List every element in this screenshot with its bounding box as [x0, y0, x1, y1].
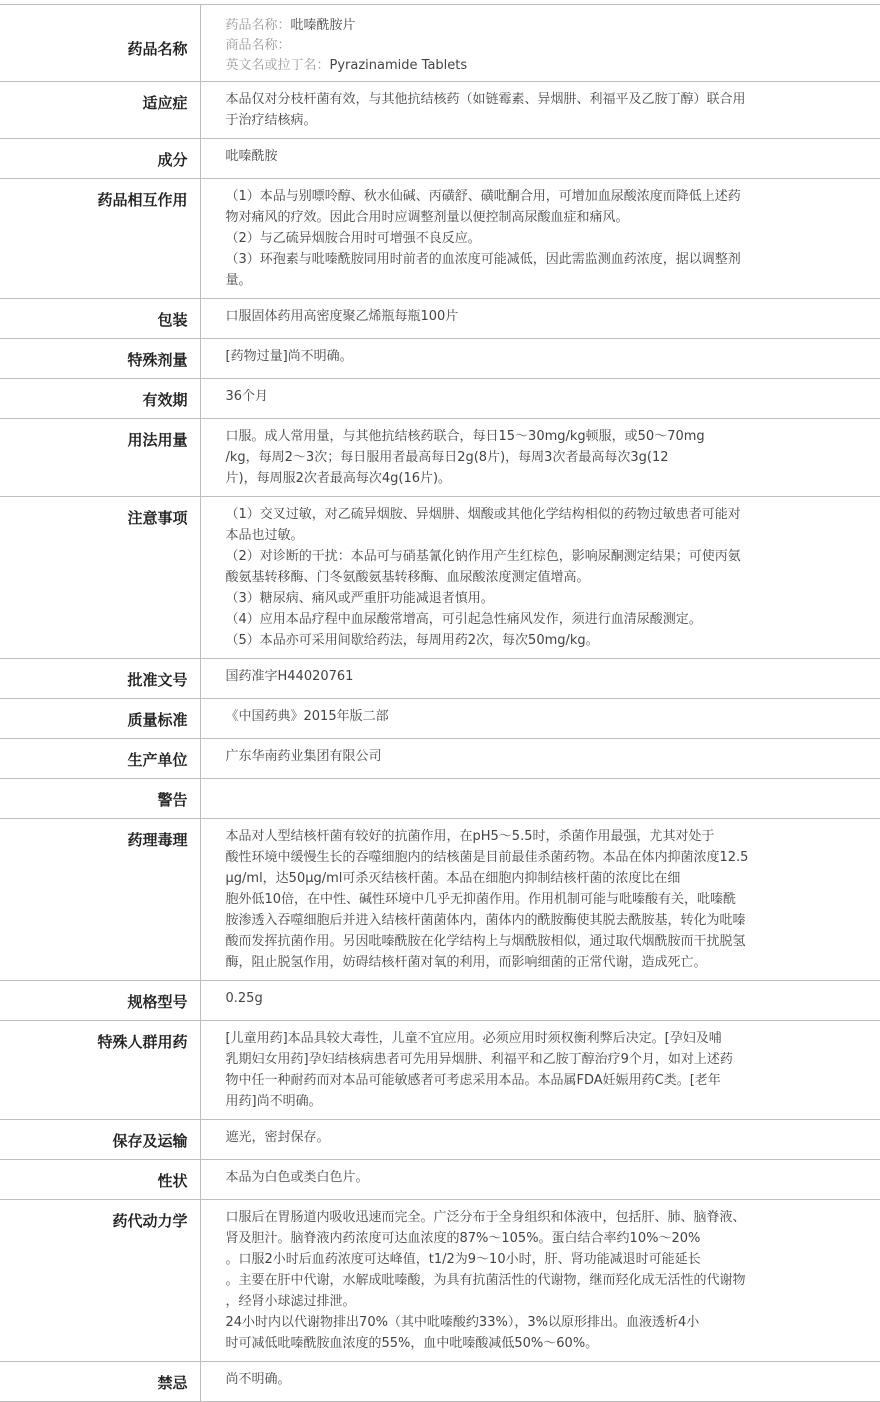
- generic-name-line: [226, 16, 797, 36]
- manufacturer-label: 生产单位: [0, 739, 200, 779]
- usage-text-line: 片)，每周服2次者最高每次4g(16片)。: [225, 471, 452, 486]
- trade-name-line: [226, 36, 797, 56]
- row-pharmacokinetics: [0, 1200, 880, 1362]
- pharmacokinetics-value: [200, 1200, 880, 1362]
- usage-text-line: /kg，每周2～3次；每日服用者最高每日2g(8片)，每周3次者最高每次3g(12: [225, 450, 669, 465]
- special-dosage-label: 特殊剂量: [0, 339, 200, 379]
- packaging-value: [200, 299, 880, 339]
- manufacturer-text-line: 广东华南药业集团有限公司: [225, 749, 382, 764]
- contraindications-label: 禁忌: [0, 1362, 200, 1402]
- precautions-text-line: 酸氨基转移酶、门冬氨酸氨基转移酶、血尿酸浓度测定值增高。: [225, 570, 590, 585]
- interactions-value: [200, 179, 880, 299]
- row-drug-name: [0, 5, 880, 82]
- interactions-text-line: （1）本品与别嘌呤醇、秋水仙碱、丙磺舒、磺吡酮合用，可增加血尿酸浓度而降低上述药: [225, 189, 741, 204]
- precautions-label: 注意事项: [0, 497, 200, 659]
- storage-value: [200, 1120, 880, 1160]
- special-dosage-value: [200, 339, 880, 379]
- english-name-value: Pyrazinamide Tablets: [329, 58, 468, 73]
- pharmacology-label: 药理毒理: [0, 819, 200, 981]
- storage-label: 保存及运输: [0, 1120, 200, 1160]
- pharmacokinetics-text-line: 。主要在肝中代谢，水解成吡嗪酸，为具有抗菌活性的代谢物，继而羟化成无活性的代谢物: [225, 1273, 746, 1288]
- row-approval-number: [0, 659, 880, 699]
- row-storage: [0, 1120, 880, 1160]
- drug-info-table: [0, 4, 880, 1402]
- special-populations-text-line: 用药]尚不明确。: [225, 1094, 322, 1109]
- precautions-text-line: （5）本品亦可采用间歇给药法，每周用药2次，每次50mg/kg。: [225, 633, 599, 648]
- row-usage: [0, 419, 880, 497]
- indications-label: 适应症: [0, 82, 200, 139]
- pharmacology-text-line: 胺渗透入吞噬细胞后并进入结核杆菌菌体内，菌体内的酰胺酶使其脱去酰胺基，转化为吡嗪: [225, 913, 746, 928]
- manufacturer-value: [200, 739, 880, 779]
- approval-number-label: 批准文号: [0, 659, 200, 699]
- row-expiry: [0, 379, 880, 419]
- ingredients-text-line: 吡嗪酰胺: [225, 149, 278, 164]
- interactions-text-line: （3）环孢素与吡嗪酰胺同用时前者的血浓度可能减低，因此需监测血药浓度，据以调整剂: [225, 252, 741, 267]
- specification-label: 规格型号: [0, 981, 200, 1021]
- row-packaging: [0, 299, 880, 339]
- contraindications-value: [200, 1362, 880, 1402]
- pharmacology-text-line: 本品对人型结核杆菌有较好的抗菌作用，在pH5～5.5时，杀菌作用最强，尤其对处于: [225, 829, 715, 844]
- approval-number-text-line: 国药准字H44020761: [225, 669, 354, 684]
- row-ingredients: [0, 139, 880, 179]
- ingredients-value: [200, 139, 880, 179]
- special-populations-value: [200, 1021, 880, 1120]
- drug-name-label: 药品名称: [0, 5, 200, 82]
- pharmacokinetics-text-line: 。口服2小时后血药浓度可达峰值，t1/2为9～10小时，肝、肾功能减退时可能延长: [225, 1252, 701, 1267]
- usage-text-line: 口服。成人常用量，与其他抗结核药联合，每日15～30mg/kg顿服，或50～70mg: [225, 429, 705, 444]
- drug-name-value: [200, 5, 880, 82]
- warning-label: 警告: [0, 779, 200, 819]
- special-populations-text-line: [儿童用药]本品具较大毒性，儿童不宜应用。必须应用时须权衡利弊后决定。[孕妇及哺: [225, 1031, 722, 1046]
- precautions-text-line: （4）应用本品疗程中血尿酸常增高，可引起急性痛风发作，须进行血清尿酸测定。: [225, 612, 702, 627]
- row-warning: [0, 779, 880, 819]
- special-populations-text-line: 乳期妇女用药]孕妇结核病患者可先用异烟肼、利福平和乙胺丁醇治疗9个月，如对上述药: [225, 1052, 733, 1067]
- row-special-dosage: [0, 339, 880, 379]
- pharmacokinetics-text-line: 24小时内以代谢物排出70%（其中吡嗪酸约33%），3%以原形排出。血液透析4小: [225, 1315, 700, 1330]
- pharmacokinetics-text-line: ，经肾小球滤过排泄。: [225, 1294, 356, 1309]
- packaging-label: 包装: [0, 299, 200, 339]
- packaging-text-line: 口服固体药用高密度聚乙烯瓶每瓶100片: [225, 309, 459, 324]
- warning-value: [200, 779, 880, 819]
- indications-text-line: 本品仅对分枝杆菌有效，与其他抗结核药（如链霉素、异烟肼、利福平及乙胺丁醇）联合用: [225, 92, 746, 107]
- pharmacokinetics-text-line: 肾及胆汁。脑脊液内药浓度可达血浓度的87%～105%。蛋白结合率约10%～20%: [225, 1231, 701, 1246]
- indications-text-line: 于治疗结核病。: [225, 113, 317, 128]
- pharmacokinetics-text-line: 口服后在胃肠道内吸收迅速而完全。广泛分布于全身组织和体液中，包括肝、肺、脑脊液、: [225, 1210, 746, 1225]
- pharmacology-text-line: μg/ml，达50μg/ml可杀灭结核杆菌。本品在细胞内抑制结核杆菌的浓度比在细: [225, 871, 681, 886]
- precautions-text-line: （1）交叉过敏，对乙硫异烟胺、异烟肼、烟酸或其他化学结构相似的药物过敏患者可能对: [225, 507, 741, 522]
- pharmacology-text-line: 胞外低10倍，在中性、碱性环境中几乎无抑菌作用。作用机制可能与吡嗪酸有关，吡嗪酰: [225, 892, 737, 907]
- precautions-text-line: （3）糖尿病、痛风或严重肝功能减退者慎用。: [225, 591, 494, 606]
- pharmacokinetics-text-line: 时可减低吡嗪酰胺血浓度的55%，血中吡嗪酸减低50%～60%。: [225, 1336, 599, 1351]
- interactions-text-line: 物对痛风的疗效。因此合用时应调整剂量以便控制高尿酸血症和痛风。: [225, 210, 629, 225]
- appearance-value: [200, 1160, 880, 1200]
- appearance-text-line: 本品为白色或类白色片。: [225, 1170, 369, 1185]
- interactions-label: 药品相互作用: [0, 179, 200, 299]
- usage-label: 用法用量: [0, 419, 200, 497]
- trade-name-label: 商品名称：: [225, 38, 291, 53]
- row-contraindications: [0, 1362, 880, 1402]
- interactions-text-line: 量。: [225, 273, 252, 288]
- row-special-populations: [0, 1021, 880, 1120]
- row-manufacturer: [0, 739, 880, 779]
- storage-text-line: 遮光，密封保存。: [225, 1130, 330, 1145]
- pharmacology-value: [200, 819, 880, 981]
- expiry-value: [200, 379, 880, 419]
- ingredients-label: 成分: [0, 139, 200, 179]
- row-pharmacology: [0, 819, 880, 981]
- pharmacology-text-line: 酶，阻止脱氢作用，妨碍结核杆菌对氧的利用，而影响细菌的正常代谢，造成死亡。: [225, 955, 707, 970]
- pharmacokinetics-label: 药代动力学: [0, 1200, 200, 1362]
- special-dosage-text-line: [药物过量]尚不明确。: [225, 349, 353, 364]
- specification-text-line: 0.25g: [225, 991, 263, 1006]
- english-name-line: [226, 56, 797, 76]
- precautions-text-line: （2）对诊断的干扰：本品可与硝基氰化钠作用产生红棕色，影响尿酮测定结果；可使丙氨: [225, 549, 741, 564]
- appearance-label: 性状: [0, 1160, 200, 1200]
- contraindications-text-line: 尚不明确。: [225, 1372, 291, 1387]
- quality-standard-label: 质量标准: [0, 699, 200, 739]
- row-indications: [0, 82, 880, 139]
- row-quality-standard: [0, 699, 880, 739]
- row-specification: [0, 981, 880, 1021]
- indications-value: [200, 82, 880, 139]
- quality-standard-text-line: 《中国药典》2015年版二部: [225, 709, 389, 724]
- specification-value: [200, 981, 880, 1021]
- special-populations-label: 特殊人群用药: [0, 1021, 200, 1120]
- english-name-label: 英文名或拉丁名：: [225, 58, 330, 73]
- interactions-text-line: （2）与乙硫异烟胺合用时可增强不良反应。: [225, 231, 481, 246]
- expiry-text-line: 36个月: [225, 389, 269, 404]
- row-precautions: [0, 497, 880, 659]
- approval-number-value: [200, 659, 880, 699]
- row-interactions: [0, 179, 880, 299]
- pharmacology-text-line: 酸而发挥抗菌作用。另因吡嗪酰胺在化学结构上与烟酰胺相似，通过取代烟酰胺而干扰脱氢: [225, 934, 746, 949]
- quality-standard-value: [200, 699, 880, 739]
- pharmacology-text-line: 酸性环境中缓慢生长的吞噬细胞内的结核菌是目前最佳杀菌药物。本品在体内抑菌浓度12.5: [225, 850, 749, 865]
- precautions-value: [200, 497, 880, 659]
- usage-value: [200, 419, 880, 497]
- special-populations-text-line: 物中任一种耐药而对本品可能敏感者可考虑采用本品。本品属FDA妊娠用药C类。[老年: [225, 1073, 721, 1088]
- generic-name-label: 药品名称：: [225, 18, 291, 33]
- precautions-text-line: 本品也过敏。: [225, 528, 304, 543]
- row-appearance: [0, 1160, 880, 1200]
- generic-name-value: 吡嗪酰胺片: [290, 18, 356, 33]
- expiry-label: 有效期: [0, 379, 200, 419]
